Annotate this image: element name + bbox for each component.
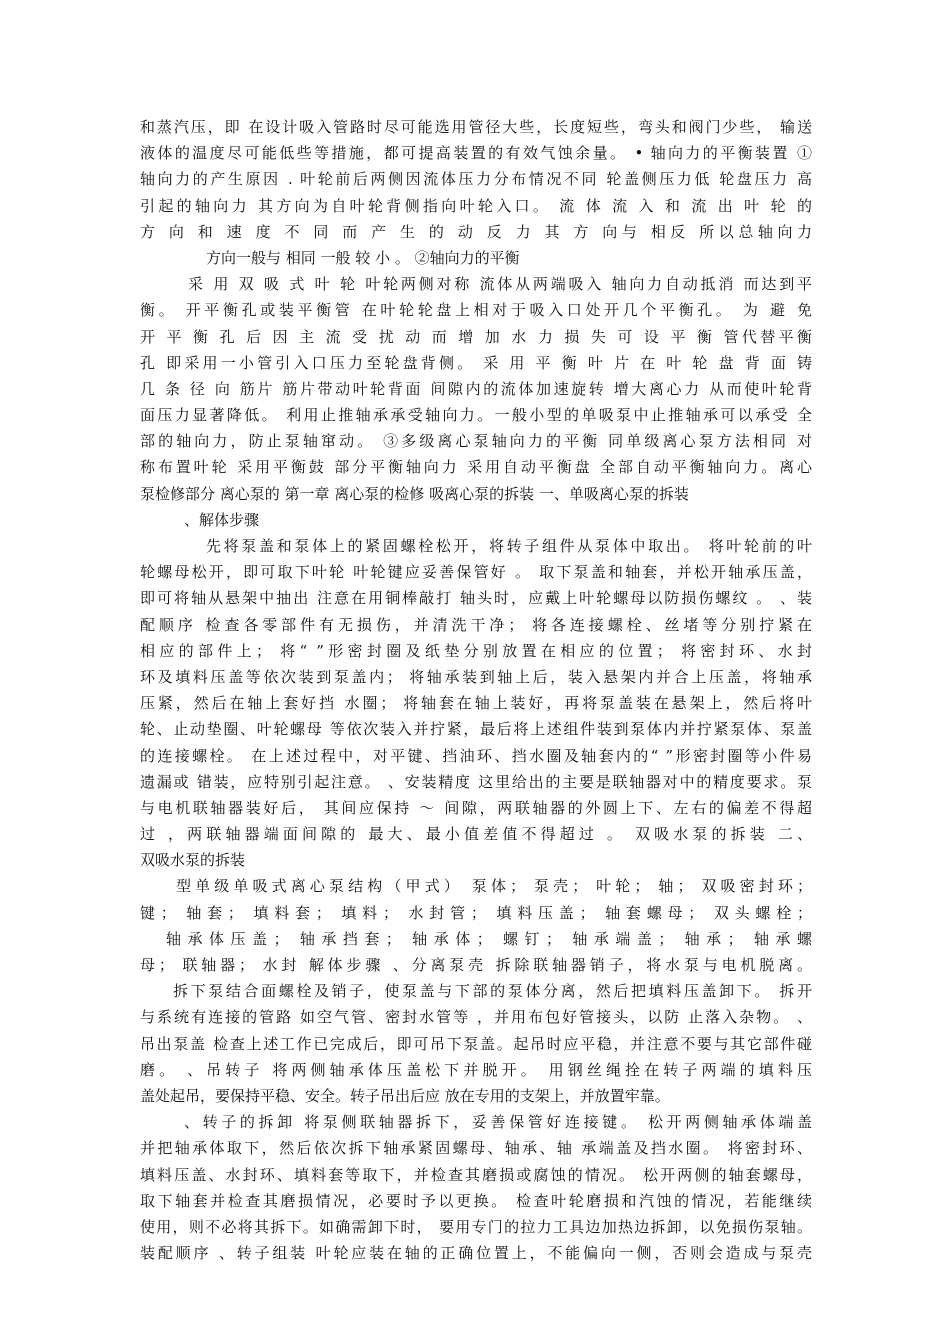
text-line: 母； 联轴器； 水封 解体步骤 、分离泵壳 拆除联轴器销子，将水泵与电机脱离。 [140, 956, 812, 974]
text-line: 衡。 开平衡孔或装平衡管 在叶轮轮盘上相对于吸入口处开几个平衡孔。 为 避 免 [140, 301, 812, 320]
text-line: 轴承体压盖； 轴承挡套； 轴承体； 螺钉； 轴承端盖； 轴承； 轴承螺 [166, 929, 812, 948]
text-line: 轮、止动垫圈、叶轮螺母 等依次装入并拧紧，最后将上述组件装到泵体内并拧紧泵体、泵盖 [140, 720, 812, 739]
text-line: 先将泵盖和泵体上的紧固螺栓松开，将转子组件从泵体中取出。 将叶轮前的叶 [206, 537, 812, 555]
text-line: 几 条 径 向 筋片 筋片带动叶轮背面 间隙内的流体加速旋转 增大离心力 从而使叶轮背 [140, 379, 812, 398]
text-line: 面压力显著降低。 利用止推轴承承受轴向力。一般小型的单吸泵中止推轴承可以承受 全 [140, 406, 812, 425]
text-line: 的连接螺栓。 在上述过程中，对平键、挡油环、挡水圈及轴套内的“ ”形密封圈等小件易 [140, 746, 812, 765]
text-line: 采 用 双 吸 式 叶 轮 叶轮两侧对称 流体从两端吸入 轴向力自动抵消 而达到平 [188, 275, 812, 294]
document-body [140, 114, 812, 1266]
text-line: 装配顺序 、转子组装 叶轮应装在轴的正确位置上，不能偏向一侧，否则会造成与泵壳 [140, 1244, 812, 1263]
text-line: 轴向力的产生原因 . 叶轮前后两侧因流体压力分布情况不同 轮盖侧压力低 轮盘压力 高 [140, 170, 812, 189]
text-line: 键； 轴套； 填料套； 填料； 水封管； 填料压盖； 轴套螺母； 双头螺栓； [140, 903, 812, 922]
text-line: 吊出泵盖 检查上述工作已完成后，即可吊下泵盖。起吊时应平稳，并注意不要与其它部件碰 [140, 1034, 812, 1053]
text-line: 引起的轴向力 其方向为自叶轮背侧指向叶轮入口。 流 体 流 入 和 流 出 叶 轮 的 [140, 196, 812, 215]
text-line: 型单级单吸式离心泵结构（甲式） 泵体； 泵壳； 叶轮； 轴； 双吸密封环； [176, 877, 812, 896]
text-line: 取下轴套并检查其磨损情况，必要时予以更换。 检查叶轮磨损和汽蚀的情况，若能继续 [140, 1191, 812, 1210]
text-line: 、转子的拆卸 将泵侧联轴器拆下，妥善保管好连接键。 松开两侧轴承体端盖 [184, 1113, 812, 1132]
text-line: 即可将轴从悬架中抽出 注意在用铜棒敲打 轴头时，应戴上叶轮螺母以防损伤螺纹 。 、装 [140, 589, 812, 608]
text-line: 液体的温度尽可能低些等措施，都可提高装置的有效气蚀余量。 • 轴向力的平衡装置 ① [140, 144, 812, 163]
text-line: 方 向 和 速 度 不 同 而 产 生 的 动 反 力 其 方 向与 相反 所以总轴向力 [140, 222, 812, 241]
text-line: 、解体步骤 [184, 510, 260, 529]
text-line: 盖处起吊，要保持平稳、安全。转子吊出后应 放在专用的支架上，并放置牢靠。 [140, 1086, 670, 1105]
text-line: 称布置叶轮 采用平衡鼓 部分平衡轴向力 采用自动平衡盘 全部自动平衡轴向力。离心 [140, 458, 812, 477]
text-line: 拆下泵结合面螺栓及销子，使泵盖与下部的泵体分离，然后把填料压盖卸下。 拆开 [173, 982, 812, 1001]
text-line: 磨。 、吊转子 将两侧轴承体压盖松下并脱开。 用钢丝绳拴在转子两端的填料压 [140, 1060, 812, 1079]
text-line: 填料压盖、水封环、填料套等取下，并检查其磨损或腐蚀的情况。 松开两侧的轴套螺母， [140, 1165, 812, 1184]
text-line: 遗漏或 错装，应特别引起注意。 、安装精度 这里给出的主要是联轴器对中的精度要求。泵 [140, 772, 812, 791]
text-line: 开 平 衡 孔 后 因 主 流 受 扰 动 而 增 加 水 力 损 失 可 设 平 衡 管代替平衡 [140, 327, 812, 346]
text-line: 轮螺母松开，即可取下叶轮 叶轮键应妥善保管好 。 取下泵盖和轴套，并松开轴承压盖， [140, 563, 812, 582]
text-line: 过 ，两联轴器端面间隙的 最大、最小值差值不得超过 。 双吸水泵的拆装 二、 [140, 825, 812, 844]
text-line: 并把轴承体取下，然后依次拆下轴承紧固螺母、轴承、轴 承端盖及挡水圈。 将密封环、 [140, 1139, 812, 1158]
text-line: 部的轴向力，防止泵轴窜动。 ③多级离心泵轴向力的平衡 同单级离心泵方法相同 对 [140, 432, 812, 451]
text-line: 与电机联轴器装好后， 其间应保持 ～ 间隙，两联轴器的外圆上下、左右的偏差不得超 [140, 798, 812, 817]
text-line: 方向一般与 相同 一般 较 小 。 ②轴向力的平衡 [206, 248, 520, 267]
text-line: 相应的部件上； 将“ ”形密封圈及纸垫分别放置在相应的位置； 将密封环、水封 [140, 641, 812, 660]
text-line: 孔 即采用一小管引入口压力至轮盘背侧。 采 用 平 衡 叶 片 在 叶 轮 盘 背 面 铸 [140, 353, 812, 372]
text-line: 环及填料压盖等依次装到泵盖内； 将轴承装到轴上后，装入悬架内并合上压盖，将轴承 [140, 667, 812, 686]
text-line: 和蒸汽压，即 在设计吸入管路时尽可能选用管径大些，长度短些，弯头和阀门少些， 输送 [140, 118, 812, 136]
text-line: 配顺序 检查各零部件有无损伤，并清洗干净； 将各连接螺栓、丝堵等分别拧紧在 [140, 615, 812, 634]
text-line: 压紧，然后在轴上套好挡 水圈； 将轴套在轴上装好，再将泵盖装在悬架上，然后将叶 [140, 694, 812, 713]
text-line: 与系统有连接的管路 如空气管、密封水管等 ，并用布包好管接头，以防 止落入杂物。 、 [140, 1008, 812, 1027]
text-line: 双吸水泵的拆装 [140, 851, 246, 870]
text-line: 使用，则不必将其拆下。如确需卸下时， 要用专门的拉力工具边加热边拆卸，以免损伤泵轴。 [140, 1217, 812, 1236]
text-line: 泵检修部分 离心泵的 第一章 离心泵的检修 吸离心泵的拆装 一、单吸离心泵的拆装 [140, 484, 689, 503]
